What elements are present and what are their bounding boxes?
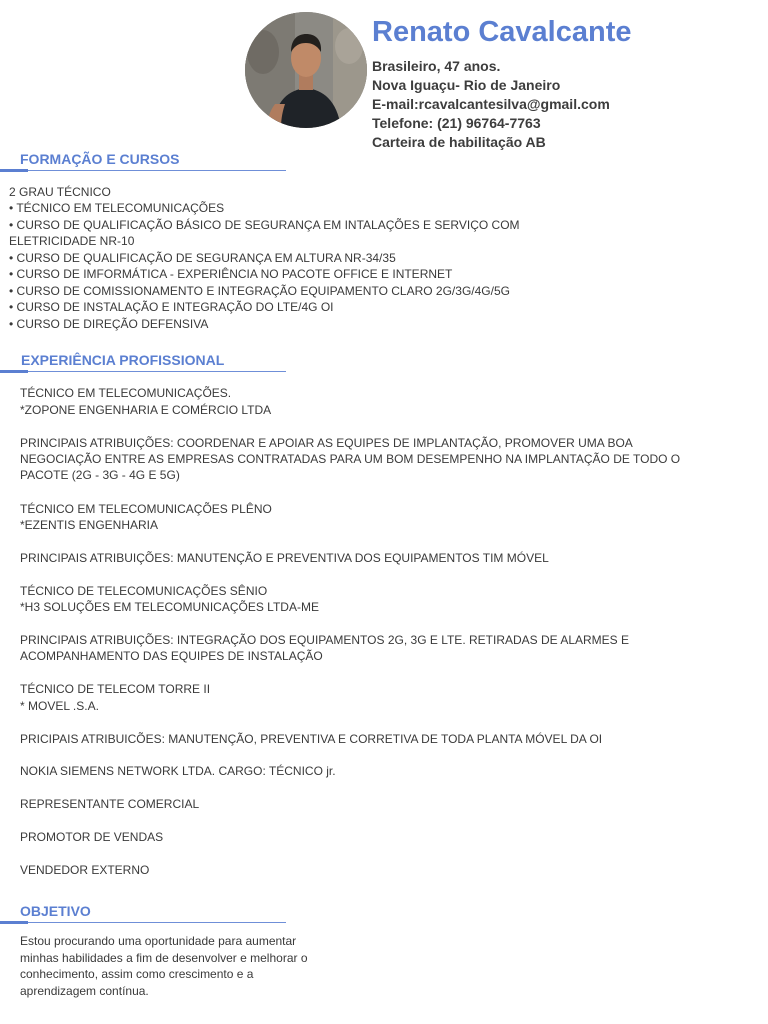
- formacao-line: • CURSO DE INSTALAÇÃO E INTEGRAÇÃO DO LTE/4G OI: [9, 300, 334, 314]
- formacao-line: 2 GRAU TÉCNICO: [9, 185, 111, 199]
- formacao-line: • TÉCNICO EM TELECOMUNICAÇÕES: [9, 201, 225, 215]
- contact-details: [372, 57, 610, 152]
- profile-photo: [245, 12, 367, 128]
- drivers-license: Carteira de habilitação AB: [372, 134, 546, 150]
- experiencia-line: PRINCIPAIS ATRIBUIÇÕES: COORDENAR E APOIAR AS EQUIPES DE IMPLANTAÇÃO, PROMOVER UMA BOA: [20, 436, 633, 450]
- formacao-line: • CURSO DE QUALIFICAÇÃO BÁSICO DE SEGURANÇA EM INTALAÇÕES E SERVIÇO COM: [9, 218, 520, 232]
- experiencia-line: PROMOTOR DE VENDAS: [20, 830, 164, 844]
- experiencia-line: *ZOPONE ENGENHARIA E COMÉRCIO LTDA: [20, 403, 272, 417]
- objetivo-line: aprendizagem contínua.: [20, 984, 149, 998]
- section-divider: [0, 922, 286, 923]
- email: E-mail:rcavalcantesilva@gmail.com: [372, 96, 610, 112]
- formacao-line: • CURSO DE QUALIFICAÇÃO DE SEGURANÇA EM ALTURA NR-34/35: [9, 251, 396, 265]
- experiencia-line: TÉCNICO EM TELECOMUNICAÇÕES PLÊNO: [20, 502, 272, 516]
- experiencia-line: PRICIPAIS ATRIBUICÕES: MANUTENÇÃO, PREVENTIVA E CORRETIVA DE TODA PLANTA MÓVEL DA OI: [20, 732, 603, 746]
- objetivo-line: minhas habilidades a fim de desenvolver e melhorar o: [20, 951, 308, 965]
- objetivo-line: conhecimento, assim como crescimento e a: [20, 967, 254, 981]
- formacao-line: • CURSO DE IMFORMÁTICA - EXPERIÊNCIA NO PACOTE OFFICE E INTERNET: [9, 267, 453, 281]
- experiencia-line: TÉCNICO DE TELECOM TORRE II: [20, 682, 211, 696]
- experiencia-line: *H3 SOLUÇÕES EM TELECOMUNICAÇÕES LTDA-ME: [20, 600, 319, 614]
- section-divider: [0, 371, 286, 372]
- section-title-experiencia: EXPERIÊNCIA PROFISSIONAL: [21, 352, 225, 368]
- experiencia-line: NEGOCIAÇÃO ENTRE AS EMPRESAS CONTRATADAS PARA UM BOM DESEMPENHO NA IMPLANTAÇÃO DE TODO O: [20, 452, 681, 466]
- section-divider: [0, 170, 286, 171]
- experiencia-line: TÉCNICO DE TELECOMUNICAÇÕES SÊNIO: [20, 584, 268, 598]
- experiencia-line: PRINCIPAIS ATRIBUIÇÕES: MANUTENÇÃO E PREVENTIVA DOS EQUIPAMENTOS TIM MÓVEL: [20, 551, 549, 565]
- location: Nova Iguaçu- Rio de Janeiro: [372, 77, 561, 93]
- experiencia-line: VENDEDOR EXTERNO: [20, 863, 150, 877]
- experiencia-line: ACOMPANHAMENTO DAS EQUIPES DE INSTALAÇÃO: [20, 649, 323, 663]
- formacao-line: • CURSO DE DIREÇÃO DEFENSIVA: [9, 317, 209, 331]
- section-title-objetivo: OBJETIVO: [20, 903, 91, 919]
- nationality-age: Brasileiro, 47 anos.: [372, 58, 501, 74]
- experiencia-line: * MOVEL .S.A.: [20, 699, 99, 713]
- experiencia-line: NOKIA SIEMENS NETWORK LTDA. CARGO: TÉCNICO jr.: [20, 764, 336, 778]
- experiencia-line: PACOTE (2G - 3G - 4G E 5G): [20, 468, 180, 482]
- objetivo-line: Estou procurando uma oportunidade para aumentar: [20, 934, 297, 948]
- formacao-line: ELETRICIDADE NR-10: [9, 234, 135, 248]
- section-title-formacao: FORMAÇÃO E CURSOS: [20, 151, 180, 167]
- experiencia-line: PRINCIPAIS ATRIBUIÇÕES: INTEGRAÇÃO DOS EQUIPAMENTOS 2G, 3G E LTE. RETIRADAS DE ALARMES E: [20, 633, 630, 647]
- experiencia-line: REPRESENTANTE COMERCIAL: [20, 797, 200, 811]
- experiencia-line: *EZENTIS ENGENHARIA: [20, 518, 159, 532]
- candidate-name: Renato Cavalcante: [372, 16, 632, 48]
- experiencia-line: TÉCNICO EM TELECOMUNICAÇÕES.: [20, 386, 232, 400]
- phone: Telefone: (21) 96764-7763: [372, 115, 541, 131]
- formacao-line: • CURSO DE COMISSIONAMENTO E INTEGRAÇÃO EQUIPAMENTO CLARO 2G/3G/4G/5G: [9, 284, 510, 298]
